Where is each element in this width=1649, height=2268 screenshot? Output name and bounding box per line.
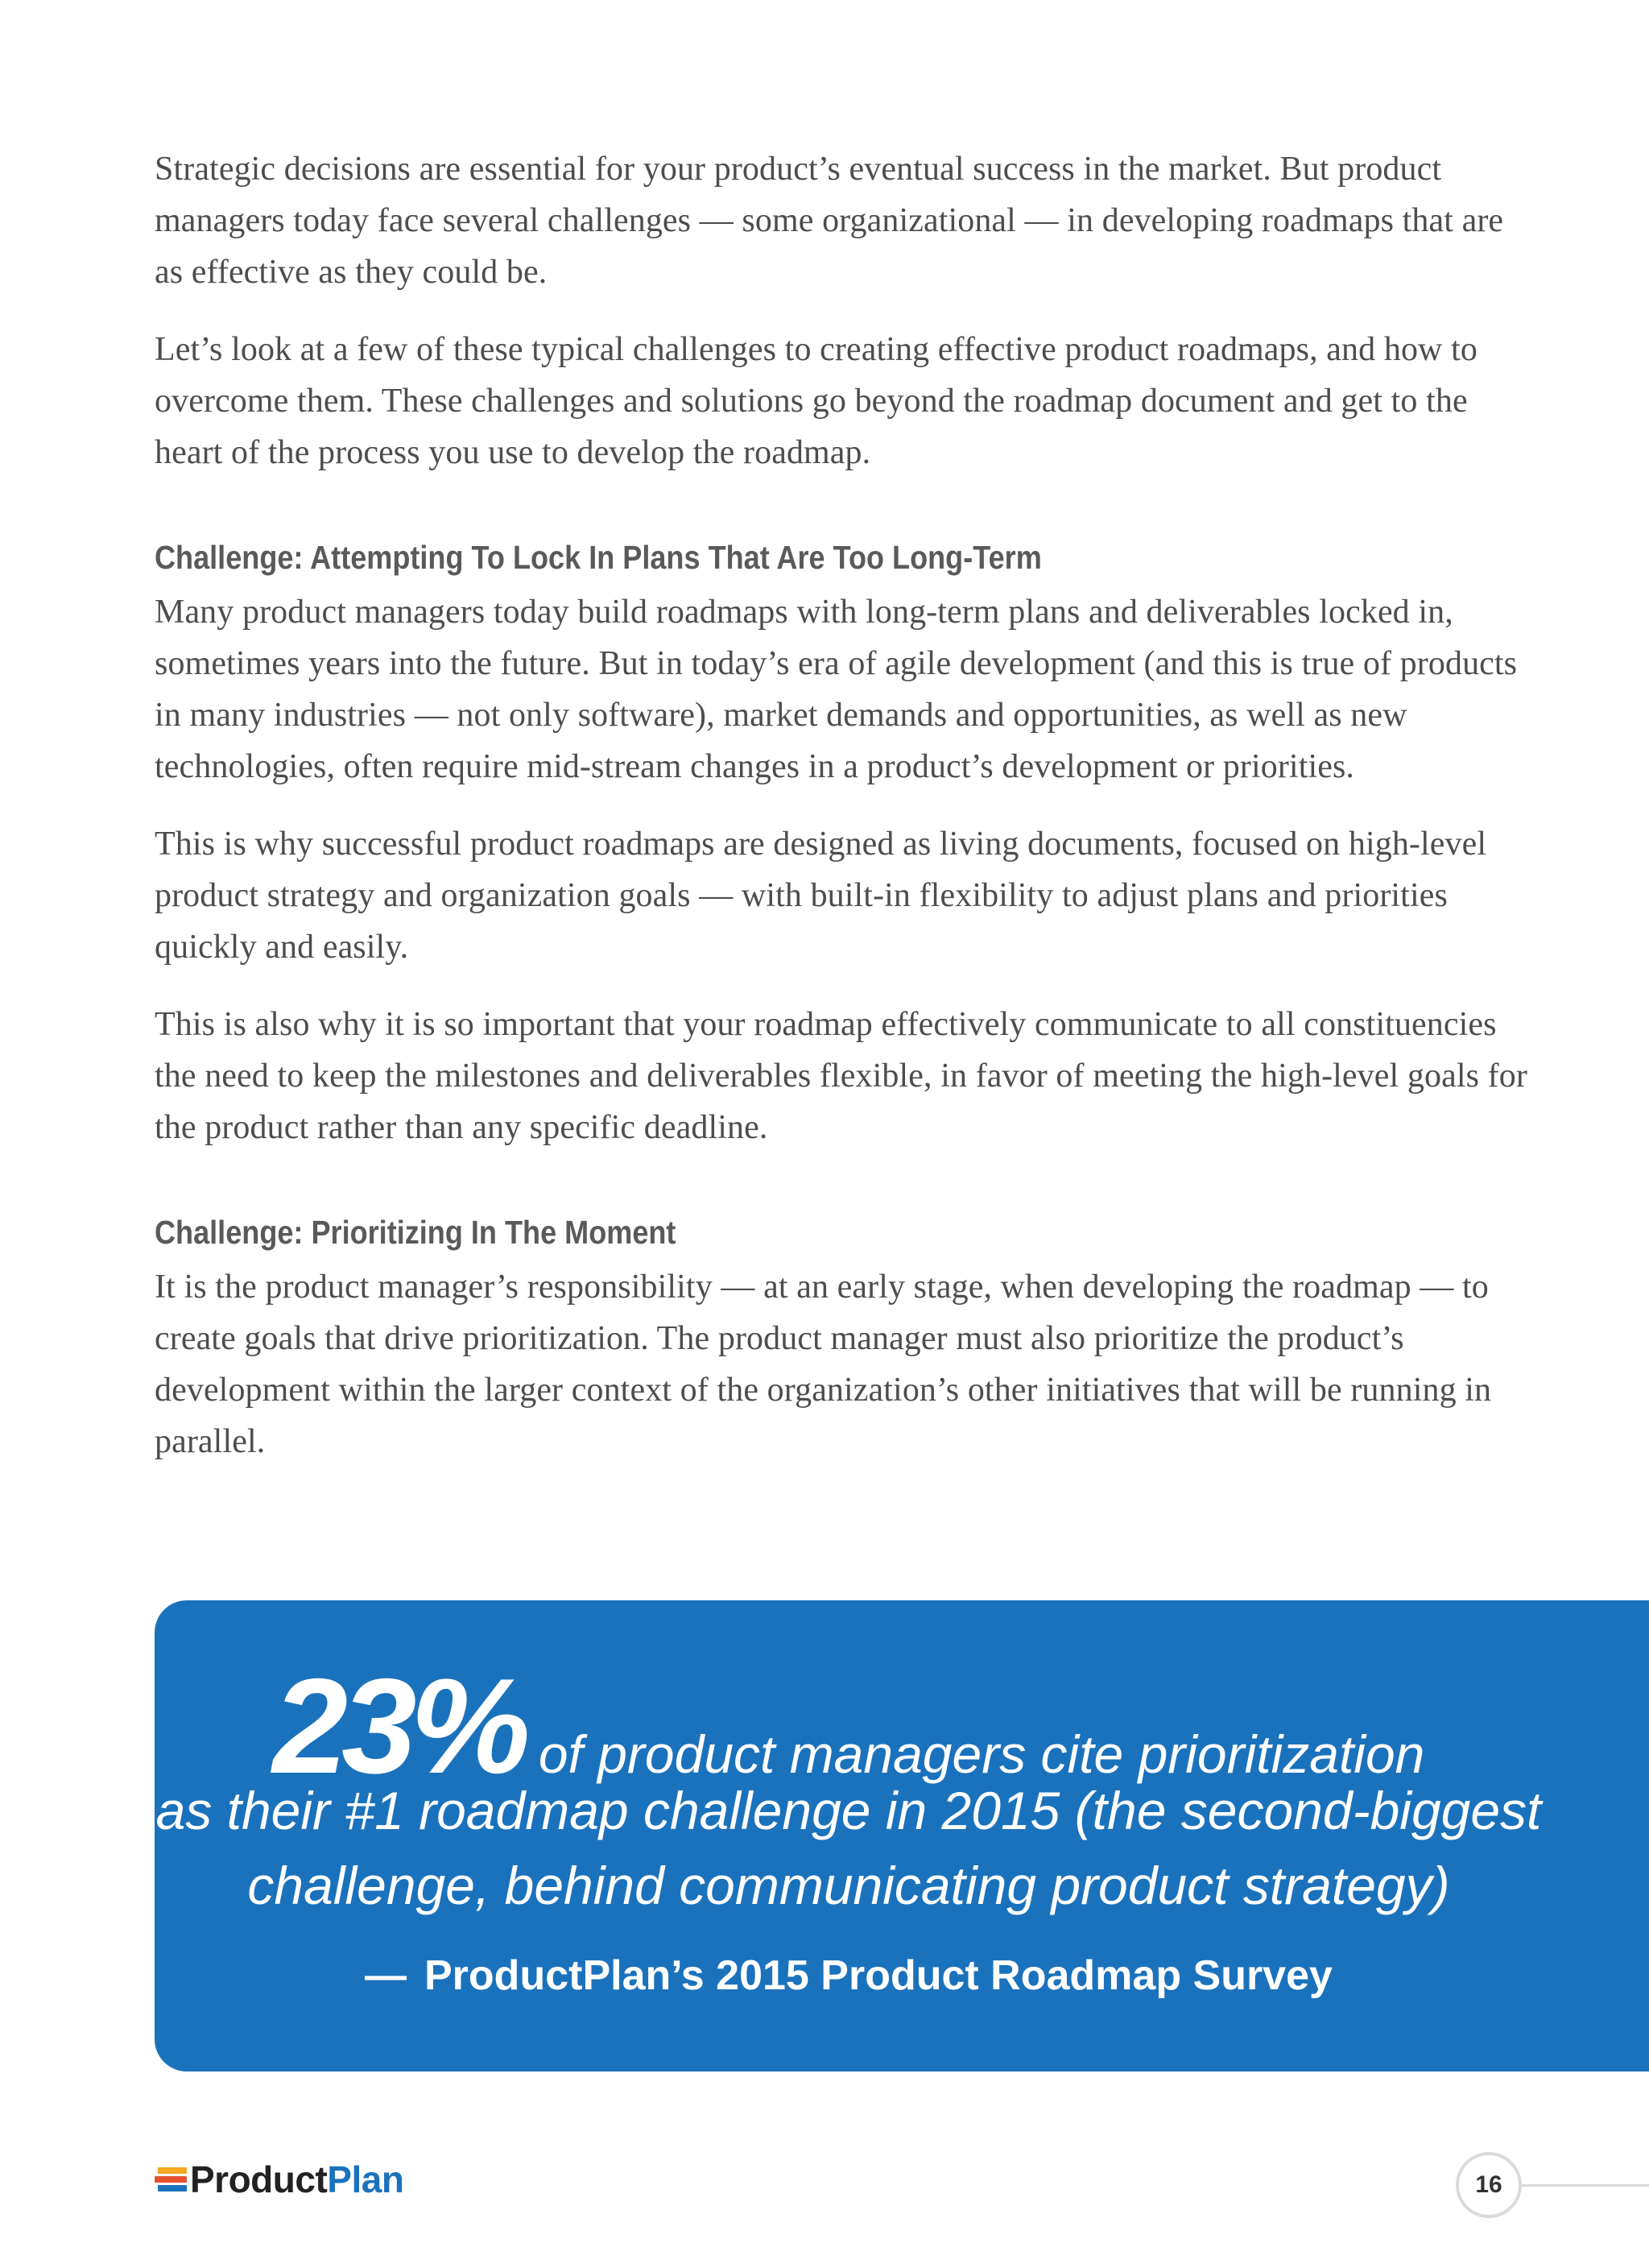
productplan-logo-icon [155, 2167, 187, 2191]
section1-paragraph-1: Many product managers today build roadmaps with long-term plans and deliverables locked in, sometimes years into the future. But in today’s era of agile development (and this is true of products in many industries — not only software), market demands and opportunities, as well as new technologies, often require mid-stream changes in a product’s development or priorities. [155, 594, 1518, 785]
main-content [155, 143, 1539, 1467]
logo-bar-orange [158, 2167, 187, 2174]
logo-text-plan: Plan [327, 2158, 404, 2200]
attribution-text: ProductPlan’s 2015 Product Roadmap Survey [424, 1952, 1333, 1999]
logo-bar-red [155, 2176, 187, 2183]
intro-paragraph-2: Let’s look at a few of these typical challenges to creating effective product roadmaps, and how to overcome them. These challenges and solutions go beyond the roadmap document and get to the heart of the process you use to develop the roadmap. [155, 331, 1477, 471]
section2-paragraph-1: It is the product manager’s responsibility — at an early stage, when developing the roadmap — to create goals that drive prioritization. The product manager must also prioritize the product’s development within the larger context of the organization’s other initiatives that will be running in parallel. [155, 1269, 1492, 1460]
callout-line-3: challenge, behind communicating product strategy) [247, 1856, 1450, 1915]
page-number-rule [1520, 2184, 1649, 2187]
section-heading-long-term-plans: Challenge: Attempting To Lock In Plans That Are Too Long-Term [155, 539, 1042, 576]
logo-bar-blue [158, 2185, 187, 2191]
section1-paragraph-3: This is also why it is so important that your roadmap effectively communicate to all constituencies the need to keep the milestones and deliverables flexible, in favor of meeting the high-level goals for the product rather than any specific deadline. [155, 1006, 1527, 1146]
productplan-logo [155, 2155, 403, 2204]
page-number: 16 [1456, 2152, 1522, 2218]
page-number-indicator [1456, 2152, 1649, 2216]
attribution-dash: — [365, 1952, 407, 1999]
logo-text-product: Product [190, 2158, 328, 2200]
intro-paragraph-1: Strategic decisions are essential for your product’s eventual success in the market. But product managers today face several challenges — some organizational — in developing roadmaps that are as effective as they could be. [155, 151, 1504, 291]
section-heading-prioritizing: Challenge: Prioritizing In The Moment [155, 1214, 676, 1251]
callout-stat: 23% [272, 1650, 524, 1802]
callout-line-1: of product managers cite prioritization [538, 1724, 1425, 1784]
section1-paragraph-2: This is why successful product roadmaps are designed as living documents, focused on high-level product strategy and organization goals — with built-in flexibility to adjust plans and priorities quickly and easily. [155, 826, 1487, 966]
callout-attribution [155, 1947, 1543, 2004]
callout-line-2: as their #1 roadmap challenge in 2015 (the second-biggest [155, 1781, 1542, 1840]
